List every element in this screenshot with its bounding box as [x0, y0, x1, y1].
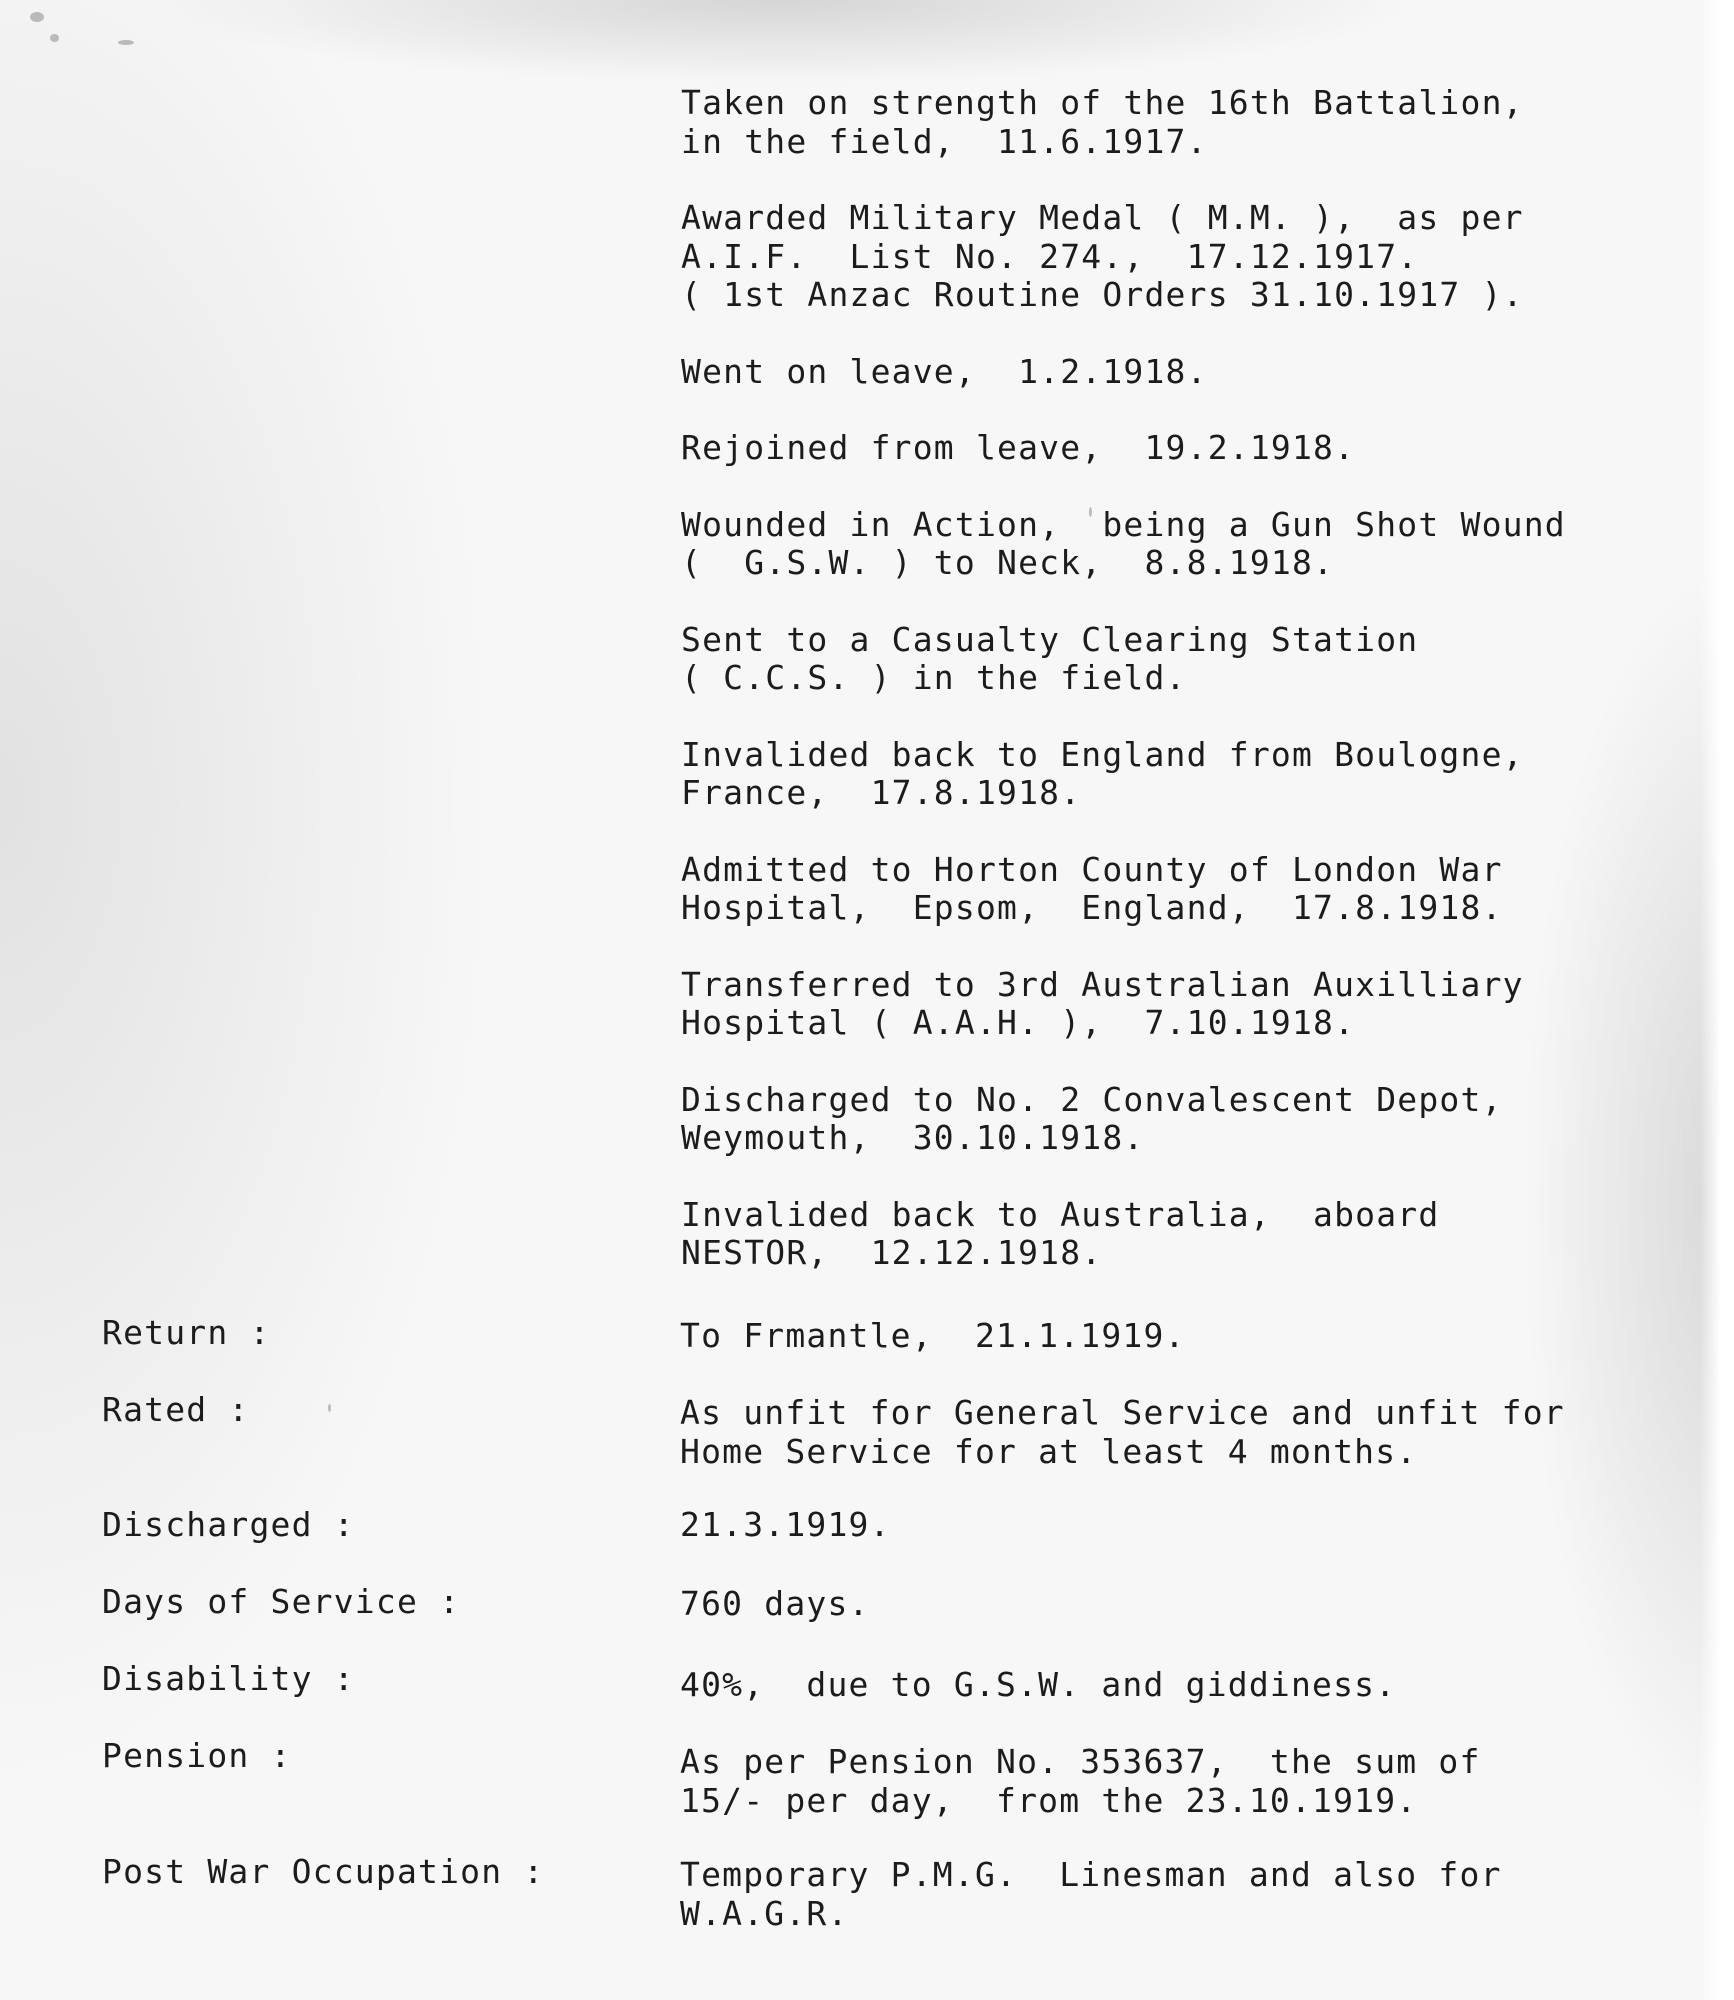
disability-value: 40%, due to G.S.W. and giddiness. [680, 1665, 1397, 1704]
days-of-service-value: 760 days. [680, 1584, 870, 1623]
entry-invalided-to-england: Invalided back to England from Boulogne, France, 17.8.1918. [681, 734, 1524, 812]
entry-military-medal: Awarded Military Medal ( M.M. ), as per A.I.F. List No. 274., 17.12.1917. ( 1st Anzac Routine Orders 31.10.1917 ). [681, 198, 1524, 314]
rated-label: Rated : [102, 1390, 250, 1429]
discharged-value: 21.3.1919. [680, 1505, 891, 1544]
return-label: Return : [102, 1313, 271, 1352]
days-of-service-label: Days of Service : [102, 1582, 461, 1621]
entry-discharged-convalescent-depot: Discharged to No. 2 Convalescent Depot, Weymouth, 30.10.1918. [681, 1079, 1503, 1157]
pension-label: Pension : [102, 1736, 292, 1775]
entry-wounded-in-action: Wounded in Action, being a Gun Shot Wound ( G.S.W. ) to Neck, 8.8.1918. [681, 504, 1566, 582]
entry-casualty-clearing-station: Sent to a Casualty Clearing Station ( C.C.S. ) in the field. [681, 619, 1419, 697]
entry-went-on-leave: Went on leave, 1.2.1918. [681, 351, 1208, 391]
entry-admitted-horton-hospital: Admitted to Horton County of London War Hospital, Epsom, England, 17.8.1918. [681, 849, 1503, 927]
entry-taken-on-strength: Taken on strength of the 16th Battalion, in the field, 11.6.1917. [681, 83, 1524, 161]
disability-label: Disability : [102, 1659, 355, 1698]
discharged-label: Discharged : [102, 1505, 355, 1544]
post-war-occupation-value: Temporary P.M.G. Linesman and also for W.A.G.R. [680, 1855, 1502, 1933]
rated-value: As unfit for General Service and unfit for Home Service for at least 4 months. [680, 1393, 1565, 1471]
return-value: To Frmantle, 21.1.1919. [680, 1316, 1186, 1355]
entry-invalided-to-australia: Invalided back to Australia, aboard NESTOR, 12.12.1918. [681, 1194, 1440, 1272]
post-war-occupation-label: Post War Occupation : [102, 1852, 545, 1891]
entry-transferred-3rd-aah: Transferred to 3rd Australian Auxilliary Hospital ( A.A.H. ), 7.10.1918. [681, 964, 1524, 1042]
pension-value: As per Pension No. 353637, the sum of 15/- per day, from the 23.10.1919. [680, 1742, 1481, 1820]
scan-edge [1700, 0, 1734, 2000]
entry-rejoined-from-leave: Rejoined from leave, 19.2.1918. [681, 428, 1356, 467]
